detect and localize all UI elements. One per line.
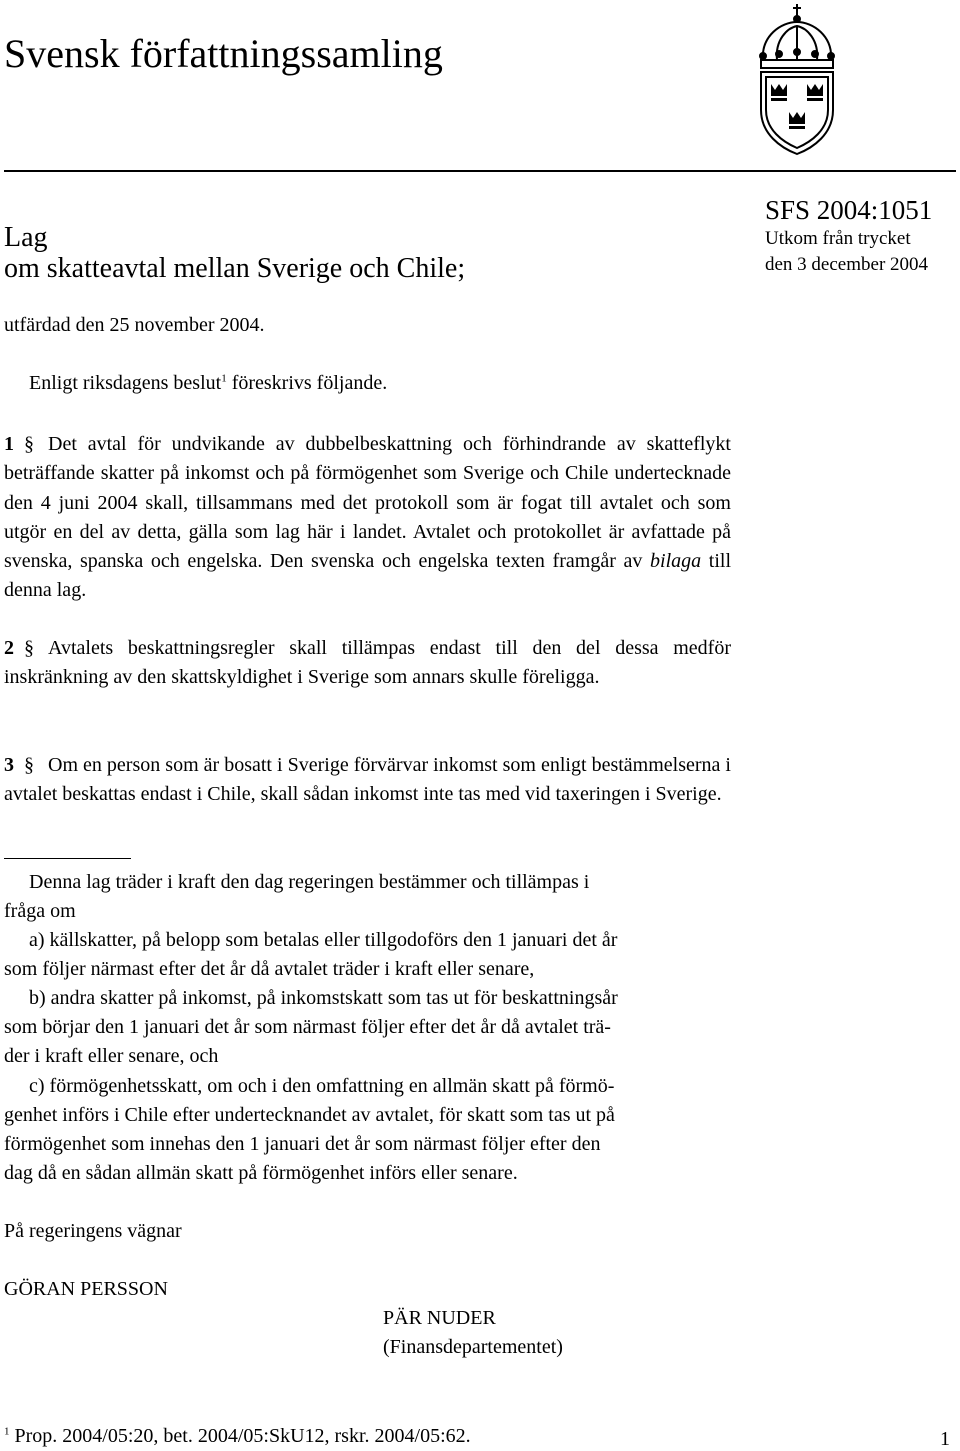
transitional-line: förmögenhet som innehas den 1 januari det år som närmast följer efter den — [4, 1133, 601, 1155]
publication-note: Utkom från trycket — [765, 228, 911, 249]
footnote — [4, 1425, 471, 1448]
signature-secondary: PÄR NUDER — [383, 1307, 496, 1329]
transitional-line: fråga om — [4, 900, 76, 922]
footnote-reference: 1 — [221, 372, 227, 385]
intro-line — [29, 372, 387, 395]
intro-text: Enligt riksdagens beslut — [29, 372, 222, 394]
law-heading — [4, 222, 465, 284]
signature-department: (Finansdepartementet) — [383, 1336, 563, 1358]
sfs-number: SFS 2004:1051 — [765, 195, 933, 225]
transitional-line: c) förmögenhetsskatt, om och i den omfattning en allmän skatt på förmö- — [29, 1075, 615, 1097]
publication-date: den 3 december 2004 — [765, 254, 929, 275]
footnote-text: Prop. 2004/05:20, bet. 2004/05:SkU12, rskr. 2004/05:62. — [14, 1425, 471, 1447]
section-1 — [4, 430, 731, 606]
transitional-line: Denna lag träder i kraft den dag regeringen bestämmer och tillämpas i — [29, 871, 590, 893]
transitional-line: dag då en sådan allmän skatt på förmögenhet införs eller senare. — [4, 1162, 518, 1184]
section-number: 1 — [4, 433, 14, 455]
section-sign: § — [24, 637, 34, 659]
section-text-end: till denna lag. — [4, 550, 732, 602]
transitional-line: som följer närmast efter det år då avtalet träder i kraft eller senare, — [4, 958, 535, 980]
page-number: 1 — [940, 1428, 950, 1450]
section-3 — [4, 751, 731, 810]
section-text: Det avtal för undvikande av dubbelbeskattning och förhindrande av skatteflykt beträffande skatter på inkomst och på förmögenhet som Sverige och Chile undertecknade den 4 juni 2004 skall, tillsammans med det protokoll som är fogat till avtalet och som utgör en del av detta, gälla som lag här i landet. Avtalet och protokollet är avfattade på svenska, spanska och engelska. Den svenska och engelska texten framgår av — [4, 433, 731, 573]
section-sign: § — [24, 754, 34, 776]
issued-date: utfärdad den 25 november 2004. — [4, 314, 265, 336]
section-number: 2 — [4, 637, 14, 659]
transitional-line: a) källskatter, på belopp som betalas eller tillgodoförs den 1 januari det år — [29, 929, 618, 951]
signature-primary: GÖRAN PERSSON — [4, 1278, 168, 1300]
law-type: Lag — [4, 222, 48, 253]
publication-title: Svensk författningssamling — [4, 31, 443, 76]
section-number: 3 — [4, 754, 14, 776]
section-2 — [4, 634, 731, 693]
transitional-line: der i kraft eller senare, och — [4, 1045, 219, 1067]
law-title: om skatteavtal mellan Sverige och Chile; — [4, 253, 466, 284]
transitional-separator — [4, 858, 131, 859]
section-text: Om en person som är bosatt i Sverige förvärvar inkomst som enligt bestämmelserna i avtalet beskattas endast i Chile, skall sådan inkomst inte tas med vid taxeringen i Sverige. — [4, 754, 731, 806]
intro-text-after: föreskrivs följande. — [231, 372, 388, 394]
section-text: Avtalets beskattningsregler skall tillämpas endast till den del dessa medför inskränkning av den skattskyldighet i Sverige som annars skulle föreligga. — [4, 637, 731, 689]
footnote-mark: 1 — [4, 1425, 10, 1438]
swedish-coat-of-arms-icon — [755, 2, 839, 157]
transitional-line: b) andra skatter på inkomst, på inkomstskatt som tas ut för beskattningsår — [29, 987, 618, 1009]
header-rule — [4, 170, 956, 172]
sfs-info — [765, 194, 932, 278]
appendix-reference: bilaga — [650, 550, 702, 573]
transitional-line: genhet införs i Chile efter undertecknandet av avtalet, för skatt som tas ut på — [4, 1104, 615, 1126]
signature-preamble: På regeringens vägnar — [4, 1220, 182, 1242]
transitional-line: som börjar den 1 januari det år som närmast följer efter det år då avtalet trä- — [4, 1016, 611, 1038]
section-sign: § — [24, 433, 34, 455]
